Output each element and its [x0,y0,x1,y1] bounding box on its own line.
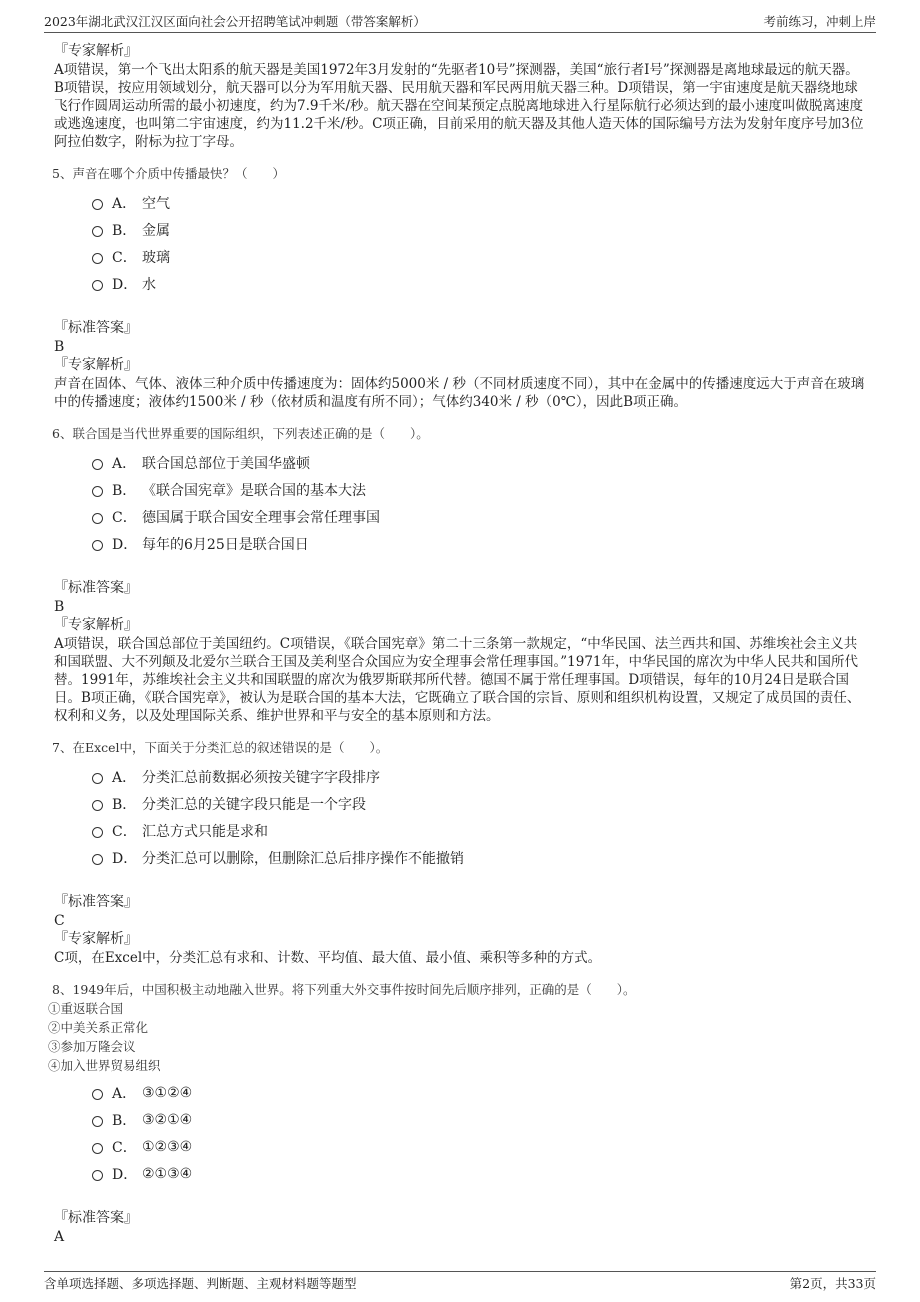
q7-answer: C [54,913,65,929]
q6-option-d[interactable]: D． 每年的6月25日是联合国日 [92,530,866,557]
q5-option-c[interactable]: C． 玻璃 [92,243,866,270]
q8-option-c[interactable]: C． ①②③④ [92,1133,866,1160]
q8-question: 8、1949年后，中国积极主动地融入世界。将下列重大外交事件按时间先后顺序排列，正确的是（ ）。 [52,982,636,997]
q8-option-b[interactable]: B． ③②①④ [92,1106,866,1133]
radio-icon[interactable] [92,513,103,524]
radio-icon[interactable] [92,1170,103,1181]
q6-option-b[interactable]: B． 《联合国宪章》是联合国的基本大法 [92,476,866,503]
q8-options [92,1079,866,1187]
radio-icon[interactable] [92,540,103,551]
q7-question: 7、在Excel中，下面关于分类汇总的叙述错误的是（ ）。 [52,740,389,755]
q8-item: ④加入世界贸易组织 [48,1058,161,1073]
q8-item: ①重返联合国 [48,1001,124,1016]
q7-option-c[interactable]: C． 汇总方式只能是求和 [92,817,866,844]
page-footer [44,1271,876,1292]
q4-analysis: A项错误，第一个飞出太阳系的航天器是美国1972年3月发射的“先驱者10号”探测器，美国“旅行者I号”探测器是离地球最远的航天器。B项错误，按应用领域划分，航天器可以分为军用航天器、民用航天器和军民两用航天器三种。D项错误，第一宇宙速度是航天器绕地球飞行作圆周运动所需的最小初速度，约为7.9千米/秒。航天器在空间某预定点脱离地球进入行星际航行必须达到的最小速度叫做脱离速度或逃逸速度，也叫第二宇宙速度，约为11.2千米/秒。C项正确，目前采用的航天器及其他人造天体的国际编号方法为发射年度序号加3位阿拉伯数字，附标为拉丁字母。 [54,62,864,150]
document-title: 2023年湖北武汉江汉区面向社会公开招聘笔试冲刺题（带答案解析） [44,14,426,29]
q5-question: 5、声音在哪个介质中传播最快？（ ） [52,166,285,181]
q7-option-d[interactable]: D． 分类汇总可以删除，但删除汇总后排序操作不能撤销 [92,844,866,871]
q8-option-d[interactable]: D． ②①③④ [92,1160,866,1187]
radio-icon[interactable] [92,827,103,838]
q5-option-a[interactable]: A． 空气 [92,189,866,216]
q6-answer: B [54,599,65,615]
radio-icon[interactable] [92,854,103,865]
q6-question: 6、联合国是当代世界重要的国际组织，下列表述正确的是（ ）。 [52,426,429,441]
standard-answer-heading: 『标准答案』 [54,320,138,336]
header-slogan: 考前练习，冲刺上岸 [763,14,876,29]
radio-icon[interactable] [92,226,103,237]
radio-icon[interactable] [92,280,103,291]
standard-answer-heading: 『标准答案』 [54,894,138,910]
radio-icon[interactable] [92,253,103,264]
footer-note: 含单项选择题、多项选择题、判断题、主观材料题等题型 [44,1276,357,1291]
standard-answer-heading: 『标准答案』 [54,580,138,596]
radio-icon[interactable] [92,199,103,210]
standard-answer-heading: 『标准答案』 [54,1210,138,1226]
q7-analysis: C项，在Excel中，分类汇总有求和、计数、平均值、最大值、最小值、乘积等多种的方式。 [54,950,602,966]
radio-icon[interactable] [92,1116,103,1127]
radio-icon[interactable] [92,1089,103,1100]
q5-analysis: 声音在固体、气体、液体三种介质中传播速度为：固体约5000米 / 秒（不同材质速度不同），其中在金属中的传播速度远大于声音在玻璃中的传播速度；液体约1500米 / 秒（依材质和温度有所不同）；气体约340米 / 秒（0℃），因此B项正确。 [54,376,865,410]
q6-option-a[interactable]: A． 联合国总部位于美国华盛顿 [92,449,866,476]
expert-analysis-heading: 『专家解析』 [54,931,138,947]
q5-options [92,189,866,297]
q7-options [92,763,866,871]
page-number: 第2页，共33页 [789,1276,876,1291]
radio-icon[interactable] [92,773,103,784]
page-header [44,10,876,33]
radio-icon[interactable] [92,800,103,811]
q5-option-d[interactable]: D． 水 [92,270,866,297]
radio-icon[interactable] [92,1143,103,1154]
q6-option-c[interactable]: C． 德国属于联合国安全理事会常任理事国 [92,503,866,530]
q8-option-a[interactable]: A． ③①②④ [92,1079,866,1106]
q5-option-b[interactable]: B． 金属 [92,216,866,243]
q8-item: ②中美关系正常化 [48,1020,149,1035]
q8-item: ③参加万隆会议 [48,1039,136,1054]
radio-icon[interactable] [92,459,103,470]
q8-answer: A [54,1229,65,1245]
expert-analysis-heading: 『专家解析』 [54,617,138,633]
q7-option-a[interactable]: A． 分类汇总前数据必须按关键字字段排序 [92,763,866,790]
expert-analysis-heading: 『专家解析』 [54,357,138,373]
q5-answer: B [54,339,65,355]
q7-option-b[interactable]: B． 分类汇总的关键字段只能是一个字段 [92,790,866,817]
page-content [48,42,866,1246]
q6-options [92,449,866,557]
q6-analysis: A项错误，联合国总部位于美国纽约。C项错误，《联合国宪章》第二十三条第一款规定，“中华民国、法兰西共和国、苏维埃社会主义共和国联盟、大不列颠及北爱尔兰联合王国及美利坚合众国应为安全理事会常任理事国。”1971年，中华民国的席次为中华人民共和国所代替。1991年，苏维埃社会主义共和国联盟的席次为俄罗斯联邦所代替。德国不属于常任理事国。D项错误，每年的10月24日是联合国日。B项正确，《联合国宪章》，被认为是联合国的基本大法，它既确立了联合国的宗旨、原则和组织机构设置，又规定了成员国的责任、权利和义务，以及处理国际关系、维护世界和平与安全的基本原则和方法。 [54,636,861,724]
radio-icon[interactable] [92,486,103,497]
expert-analysis-heading: 『专家解析』 [54,43,138,59]
